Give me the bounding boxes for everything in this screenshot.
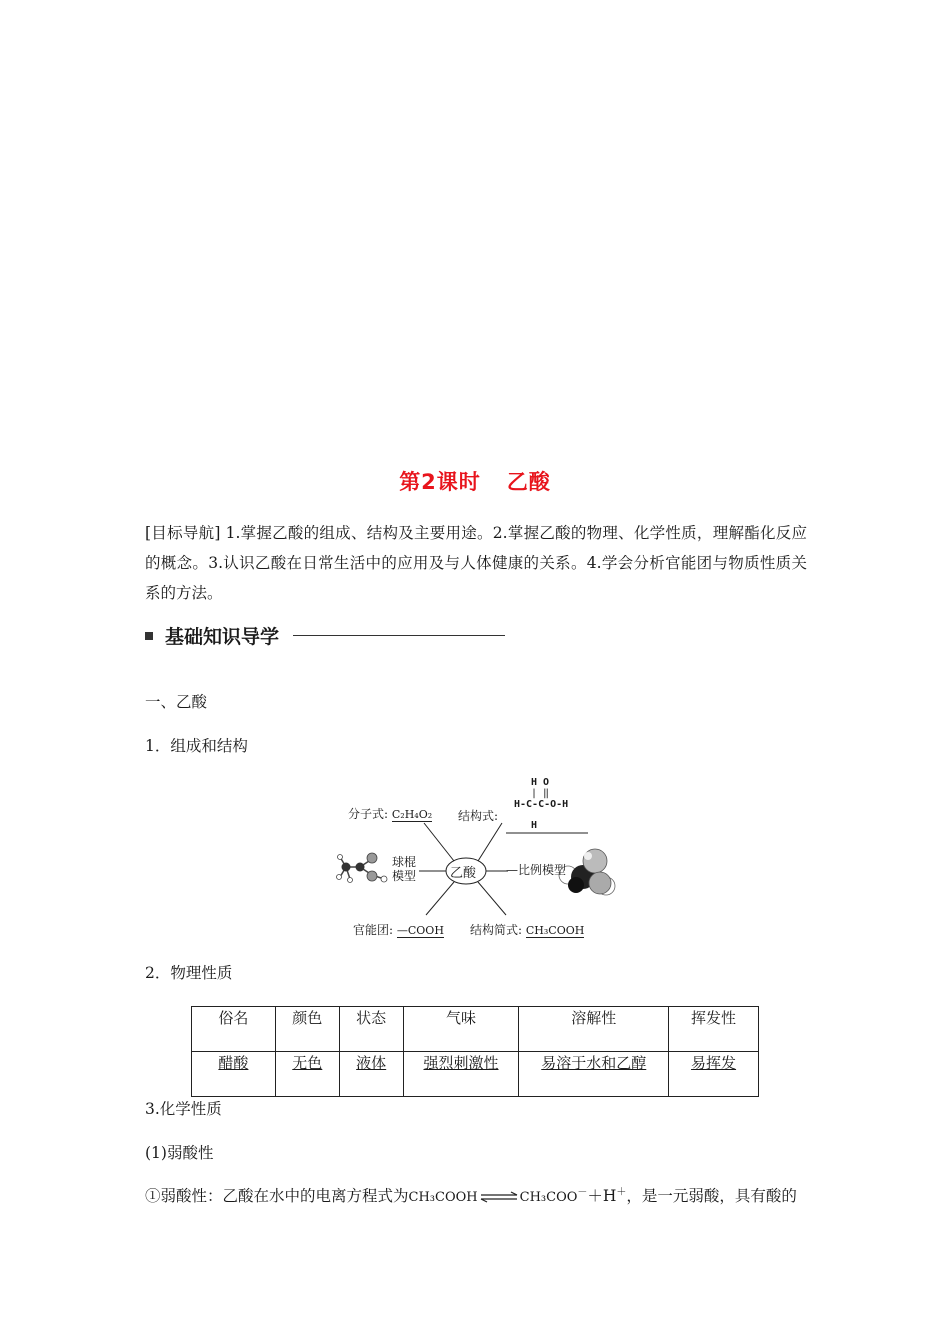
table-header-cell: 颜色 [275,1007,339,1052]
table-header-cell: 状态 [339,1007,403,1052]
equation-h-charge: ＋ [616,1187,627,1198]
structural-formula-top: H O [531,777,550,788]
functional-group-label: 官能团: [353,923,394,937]
lesson-number: 第2课时 [399,470,481,494]
acetic-acid-diagram [330,775,630,945]
ionization-equation-line [145,1183,825,1206]
ball-stick-model-icon [337,853,388,883]
section-heading-text: 基础知识导学 [165,626,280,648]
table-cell: 液体 [339,1052,403,1097]
molecular-formula-value: C₂H₄O₂ [391,808,433,821]
table-cell: 醋酸 [192,1052,276,1097]
functional-group-row [353,921,444,938]
table-cell: 无色 [275,1052,339,1097]
subsection-title: 一、乙酸 [145,693,208,711]
structural-formula-main: H-C-C-O-H [514,799,569,810]
equation-suffix: ，是一元弱酸，具有酸的 [626,1187,797,1206]
structural-formula-bond: | ‖ [531,788,550,799]
diagram-lines [330,775,630,945]
item-chemical-properties: 3.化学性质 [145,1100,222,1118]
equation-prefix: ①弱酸性：乙酸在水中的电离方程式为 [145,1187,409,1206]
structural-formula-bottom: H [531,820,538,831]
space-filling-label: —比例模型 [506,863,567,877]
item-physical-properties: 2．物理性质 [145,964,233,982]
page-title [0,466,950,496]
table-row [192,1052,759,1097]
equation-left: CH₃COOH [408,1190,478,1206]
physical-properties-table [191,1006,759,1097]
simplified-formula-label: 结构简式: [470,923,523,937]
equation-right-charge: － [577,1187,588,1198]
table-cell: 易挥发 [669,1052,759,1097]
ball-stick-label-1: 球棍 [392,855,417,869]
simplified-formula-row [470,921,584,938]
table-header-cell: 气味 [403,1007,519,1052]
sub-item-weak-acidity: (1)弱酸性 [145,1144,214,1162]
equation-plus-h: ＋H [587,1187,617,1206]
section-heading [145,622,505,649]
functional-group-value: —COOH [396,924,444,937]
table-cell: 强烈刺激性 [403,1052,519,1097]
item-composition-structure: 1．组成和结构 [145,737,248,755]
table-header-cell: 挥发性 [669,1007,759,1052]
space-filling-model-icon [559,849,615,895]
molecular-formula-label: 分子式: [348,807,389,821]
lesson-topic: 乙酸 [506,470,551,494]
table-header-row [192,1007,759,1052]
diagram-center-label: 乙酸 [450,866,477,881]
structural-formula-label: 结构式: [458,809,499,823]
table-header-cell: 俗名 [192,1007,276,1052]
reversible-arrow-icon [479,1191,519,1203]
goal-paragraph: [目标导航] 1.掌握乙酸的组成、结构及主要用途。2.掌握乙酸的物理、化学性质，理解酯化反应的概念。3.认识乙酸在日常生活中的应用及与人体健康的关系。4.学会分析官能团与物质性质关系的方法。 [145,524,807,602]
ball-stick-label-2: 模型 [392,869,417,883]
table-cell: 易溶于水和乙醇 [519,1052,669,1097]
square-bullet-icon [145,632,153,640]
heading-rule [293,635,505,636]
equation-right: CH₃COO [519,1190,578,1206]
simplified-formula-value: CH₃COOH [525,924,585,937]
table-header-cell: 溶解性 [519,1007,669,1052]
molecular-formula-row [348,805,432,822]
